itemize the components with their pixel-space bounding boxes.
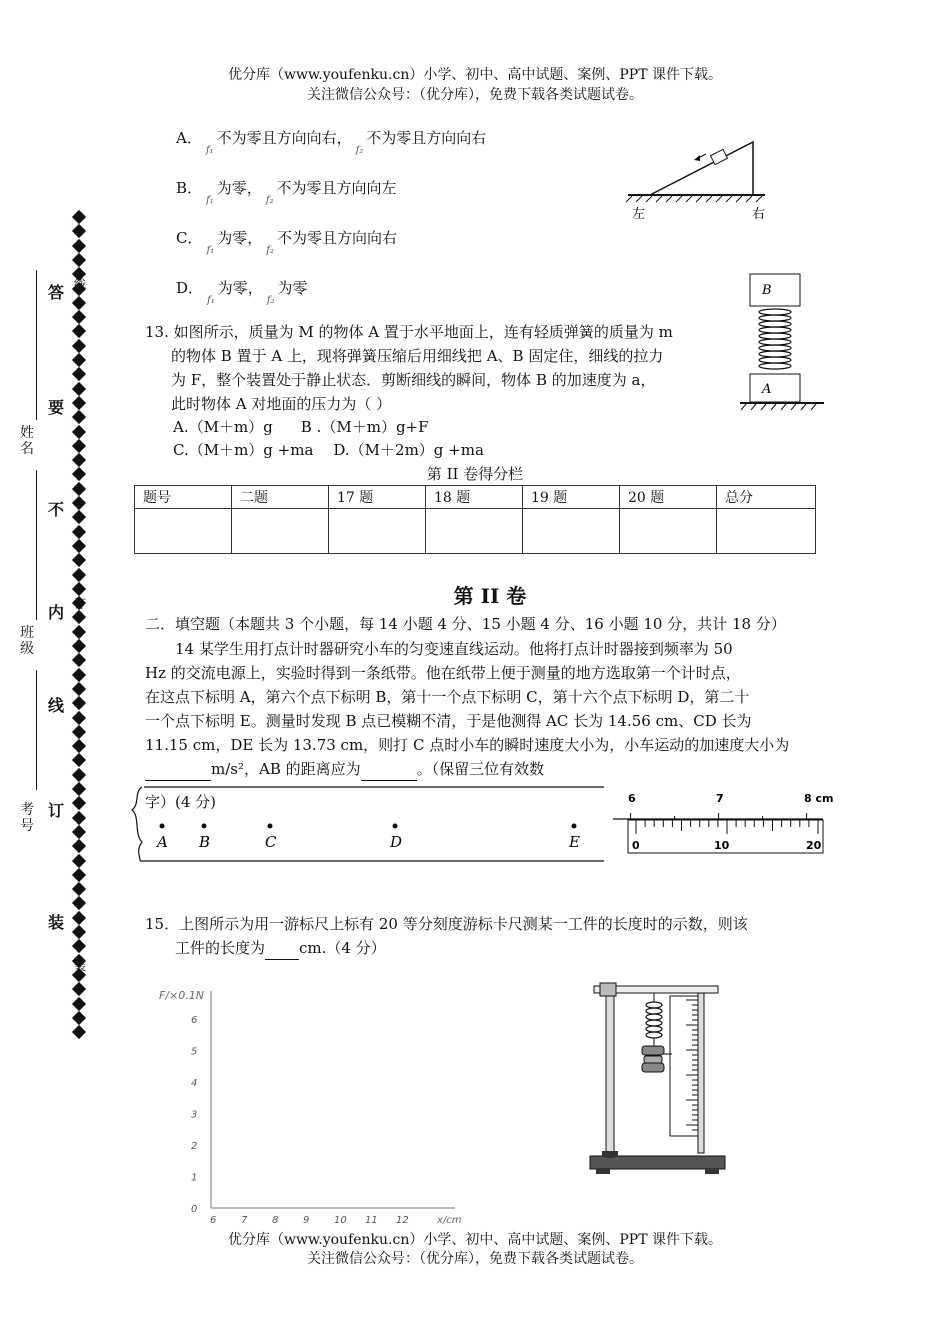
tape-label-b: B (199, 833, 211, 851)
vernier-0: 0 (632, 839, 640, 852)
margin-diamond (72, 896, 86, 910)
score-header: 18 题 (426, 486, 523, 509)
margin-diamond (72, 925, 86, 939)
graph-x-tick: 6 (210, 1215, 217, 1226)
margin-diamond (72, 639, 86, 653)
margin-diamond (72, 710, 86, 724)
ab-distance-blank[interactable] (361, 764, 417, 781)
margin-line-3 (36, 670, 37, 790)
footer-line-1: 优分库（www.youfenku.cn）小学、初中、高中试题、案例、PPT 课件下载。 (227, 1232, 722, 1248)
margin-small-xian: 线 (74, 277, 87, 291)
margin-diamond (72, 424, 86, 438)
q12-option-d: D．$_{f_1}$为零，$_{f_2}$为零 (176, 279, 308, 306)
score-header: 二题 (232, 486, 329, 509)
spring-block-figure (738, 270, 828, 415)
margin-diamond (72, 339, 86, 353)
q13-options-row1: A.（M＋m）g B .（M＋m）g+F (173, 418, 429, 436)
tape-dot-c (268, 824, 273, 829)
label-exam-number: 考号 (20, 802, 34, 834)
margin-diamond (72, 324, 86, 338)
footer-line-2: 关注微信公众号：（优分库），免费下载各类试题试卷。 (307, 1251, 643, 1267)
tape-label-e: E (569, 833, 580, 851)
spring-apparatus-figure (588, 980, 733, 1180)
score-cell[interactable] (232, 509, 329, 554)
margin-diamond (72, 396, 86, 410)
force-extension-graph (155, 983, 475, 1228)
graph-x-tick: 10 (334, 1215, 347, 1226)
margin-diamond (72, 982, 86, 996)
graph-y-tick: 3 (191, 1109, 198, 1121)
margin-diamond (72, 696, 86, 710)
margin-diamond (72, 753, 86, 767)
margin-word-ding: 订 (48, 801, 65, 820)
tape-label-a: A (157, 833, 168, 851)
score-table-header-row (135, 486, 816, 509)
graph-y-tick: 5 (191, 1046, 198, 1058)
margin-word-nei: 内 (48, 603, 65, 622)
margin-diamond (72, 839, 86, 853)
margin-diamond (72, 539, 86, 553)
score-cell[interactable] (620, 509, 717, 554)
graph-y-tick: 0 (191, 1204, 198, 1215)
margin-diamond (72, 796, 86, 810)
tape-dot-e (572, 824, 577, 829)
q14-text: 14 某学生用打点计时器研究小车的匀变速直线运动。他将打点计时器接到频率为 50 Hz 的交流电源上，实验时得到一条纸带。他在纸带上便于测量的地方选取第一个计时点， 在这点下标明 A，第六个点下标明 B，第十一个点下标明 C，第十六个点下标明 D，第二十 一个点下标明 E。测量时发现 B 点已模糊不清，于是他测得 AC 长为 14.56 cm、CD 长为 11.15 cm，DE 长为 13.73 cm，则打 C 点时小车的瞬时速度大小为，小车运动的加速度大小为 m/s²，AB 的距离应为 。（保留三位有效数 (145, 637, 810, 781)
graph-x-tick: 12 (396, 1215, 409, 1226)
score-table (134, 485, 816, 554)
margin-diamond (72, 210, 86, 224)
q13-options-row2: C.（M＋m）g +ma D.（M＋2m）g +ma (173, 441, 484, 459)
q12-option-b: B．$_{f_1}$为零，$_{f_2}$不为零且方向向左 (176, 179, 397, 206)
label-name: 姓名 (20, 425, 34, 457)
label-right: 右 (752, 207, 766, 222)
margin-diamond (72, 668, 86, 682)
margin-small-zhuang: 装 (74, 959, 87, 973)
header-line-2: 关注微信公众号：（优分库），免费下载各类试题试卷。 (307, 87, 643, 103)
margin-diamond (72, 768, 86, 782)
length-blank[interactable] (265, 943, 299, 960)
margin-diamond (72, 553, 86, 567)
vernier-20: 20 (806, 839, 822, 852)
score-header: 17 题 (329, 486, 426, 509)
header-line-1: 优分库（www.youfenku.cn）小学、初中、高中试题、案例、PPT 课件下载。 (227, 67, 722, 83)
incline-figure (620, 130, 780, 225)
graph-x-tick: 8 (272, 1215, 279, 1226)
margin-diamond (72, 811, 86, 825)
margin-small-ding: 订 (74, 597, 87, 611)
margin-diamond (72, 782, 86, 796)
q12-option-c: C．$_{f_1}$为零，$_{f_2}$不为零且方向向右 (176, 229, 397, 256)
margin-diamond (72, 367, 86, 381)
score-header: 19 题 (523, 486, 620, 509)
margin-diamond (72, 825, 86, 839)
q15-text: 15．上图所示为用一游标尺上标有 20 等分刻度游标卡尺测某一工件的长度时的示数，则该 工件的长度为 cm.（4 分） (145, 912, 825, 960)
score-cell[interactable] (135, 509, 232, 554)
graph-y-tick: 1 (191, 1172, 198, 1184)
margin-diamond (72, 911, 86, 925)
score-table-title: 第 II 卷得分栏 (426, 465, 524, 483)
margin-word-yao: 要 (48, 398, 65, 417)
graph-y-label: F/×0.1N (159, 989, 204, 1002)
margin-diamond (72, 239, 86, 253)
tape-dot-b (202, 824, 207, 829)
margin-line-1 (36, 270, 37, 420)
tape-label-d: D (390, 833, 403, 851)
graph-y-tick: 4 (191, 1078, 198, 1089)
margin-word-xian: 线 (48, 696, 65, 715)
margin-diamond (72, 882, 86, 896)
vernier-caliper-figure (608, 789, 838, 861)
margin-diamond (72, 296, 86, 310)
margin-diamond (72, 224, 86, 238)
score-cell[interactable] (329, 509, 426, 554)
margin-diamond (72, 253, 86, 267)
margin-diamond (72, 382, 86, 396)
label-left: 左 (632, 207, 646, 222)
block-b-label: B (762, 283, 772, 298)
section-title: 第 II 卷 (453, 584, 527, 608)
binding-margin (0, 200, 120, 1050)
main-scale-7: 7 (716, 792, 724, 805)
score-header: 总分 (717, 486, 816, 509)
q14-tail: 字）(4 分) (145, 793, 217, 811)
q12-option-a: A．$_{f_1}$不为零且方向向右，$_{f_2}$不为零且方向向右 (176, 129, 487, 156)
margin-diamond (72, 868, 86, 882)
margin-diamond (72, 353, 86, 367)
graph-y-tick: 2 (191, 1141, 198, 1152)
score-header: 20 题 (620, 486, 717, 509)
margin-diamond (72, 439, 86, 453)
margin-word-zhuang: 装 (48, 913, 65, 932)
main-scale-6: 6 (628, 792, 636, 805)
graph-x-tick: 11 (365, 1215, 378, 1226)
tape-dot-d (393, 824, 398, 829)
margin-diamond (72, 625, 86, 639)
margin-diamond (72, 725, 86, 739)
q13-text: 13. 如图所示，质量为 M 的物体 A 置于水平地面上，连有轻质弹簧的质量为 m 的物体 B 置于 A 上，现将弹簧压缩后用细线把 A、B 固定住，细线的拉力 为 F，整个装置处于静止状态．剪断细线的瞬间，物体 B 的加速度为 a， 此时物体 A 对地面的压力为（ ） (145, 323, 673, 413)
margin-diamond (72, 510, 86, 524)
margin-diamond (72, 525, 86, 539)
margin-diamond (72, 410, 86, 424)
tape-label-c: C (265, 833, 277, 851)
margin-diamond (72, 682, 86, 696)
graph-y-tick: 6 (191, 1015, 198, 1026)
graph-x-tick: 9 (303, 1215, 310, 1226)
margin-diamond (72, 1025, 86, 1039)
score-cell[interactable] (426, 509, 523, 554)
margin-diamond (72, 610, 86, 624)
margin-diamond (72, 496, 86, 510)
margin-diamond (72, 853, 86, 867)
score-cell[interactable] (717, 509, 816, 554)
main-scale-8: 8 cm (804, 792, 834, 805)
score-cell[interactable] (523, 509, 620, 554)
score-header: 题号 (135, 486, 232, 509)
graph-x-tick: 7 (241, 1215, 248, 1226)
velocity-blank[interactable] (145, 764, 211, 781)
label-class: 班级 (20, 625, 34, 657)
margin-diamond (72, 939, 86, 953)
section-intro: 二．填空题（本题共 3 个小题，每 14 小题 4 分、15 小题 4 分、16 小题 10 分，共计 18 分） (145, 615, 786, 633)
block-a-label: A (762, 382, 772, 397)
margin-diamond (72, 739, 86, 753)
graph-x-label: x/cm (437, 1215, 462, 1226)
margin-diamond (72, 1011, 86, 1025)
margin-word-da: 答 (48, 283, 65, 302)
margin-diamond (72, 653, 86, 667)
tape-dot-a (160, 824, 165, 829)
score-table-entry-row (135, 509, 816, 554)
margin-word-bu: 不 (48, 500, 65, 519)
margin-diamond (72, 310, 86, 324)
vernier-10: 10 (714, 839, 730, 852)
margin-diamond (72, 996, 86, 1010)
